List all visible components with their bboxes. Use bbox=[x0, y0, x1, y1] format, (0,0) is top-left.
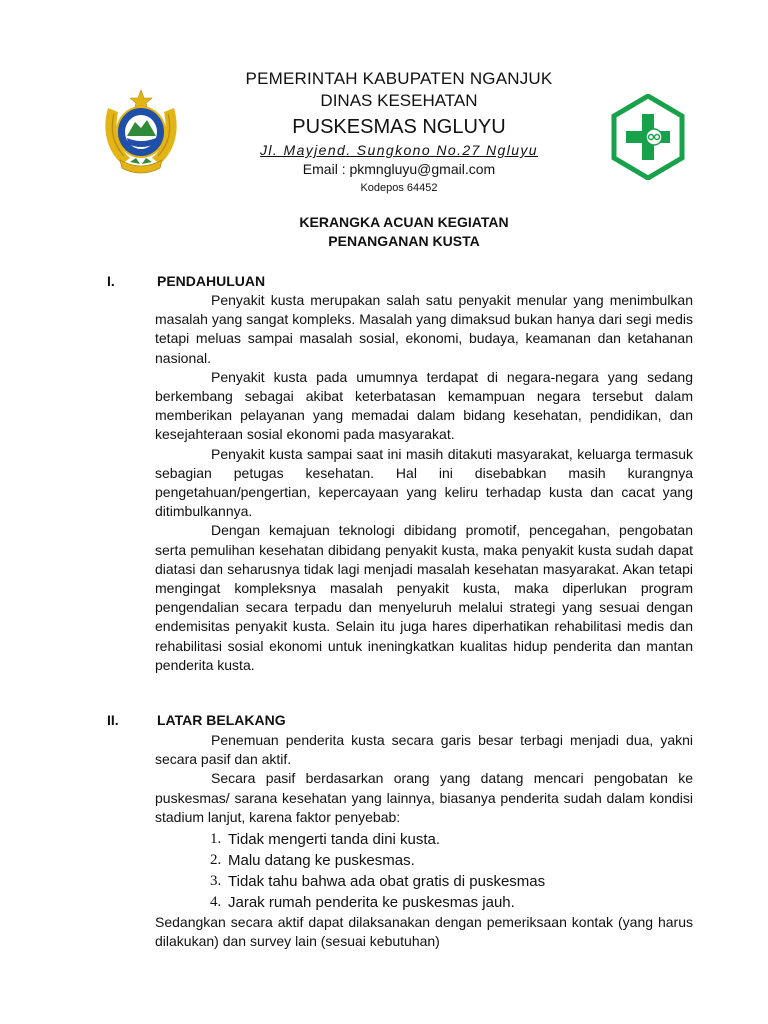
section-2-number: II. bbox=[107, 712, 119, 728]
regency-crest-logo bbox=[100, 88, 182, 174]
government-name: PEMERINTAH KABUPATEN NGANJUK bbox=[245, 69, 553, 88]
institution-name: PUSKESMAS NGLUYU bbox=[292, 116, 506, 138]
agency-name: DINAS KESEHATAN bbox=[320, 91, 478, 110]
list-item: 3. Tidak tahu bahwa ada obat gratis di puskesmas bbox=[210, 873, 546, 891]
list-item: 2. Malu datang ke puskesmas. bbox=[210, 852, 415, 870]
paragraph: Penyakit kusta sampai saat ini masih ditakuti masyarakat, keluarga termasuk sebagian petugas kesehatan. Hal ini disebabkan masih kurangnya pengetahuan/pengertian, kepercayaan yang keliru terhadap kusta dan cacat yang ditimbulkannya. bbox=[155, 445, 693, 520]
document-title-line2: PENANGANAN KUSTA bbox=[328, 233, 480, 249]
paragraph: Penyakit kusta pada umumnya terdapat di negara-negara yang sedang berkembang sebagai akibat keterbatasan kemampuan negara tersebut dalam memberikan pelayanan yang memadai dalam bidang kesehatan, pendidikan, dan kesejahteraan sosial ekonomi pada masyarakat. bbox=[155, 368, 693, 443]
paragraph: Dengan kemajuan teknologi dibidang promotif, pencegahan, pengobatan serta pemulihan kesehatan dibidang penyakit kusta, maka penyakit kusta sudah dapat diatasi dan seharusnya tidak lagi menjadi masalah kesehatan masyarakat. Akan tetapi mengingat kompleksnya masalah penyakit kusta, maka diperlukan program pengendalian secara terpadu dan menyeluruh melalui strategi yang sesuai dengan endemisitas penyakit kusta. Selain itu juga hares diperhatikan rehabilitasi medis dan rehabilitasi sosial ekonomi untuk ineningkatkan kualitas hidup penderita dan mantan penderita kusta. bbox=[155, 522, 693, 673]
paragraph: Secara pasif berdasarkan orang yang datang mencari pengobatan ke puskesmas/ sarana kesehatan yang lainnya, biasanya penderita sudah dalam kondisi stadium lanjut, karena faktor penyebab: bbox=[155, 770, 693, 825]
section-1-number: I. bbox=[107, 273, 115, 289]
postal-code: Kodepos 64452 bbox=[360, 182, 438, 194]
paragraph: Penemuan penderita kusta secara garis besar terbagi menjadi dua, yakni secara pasif dan aktif. bbox=[155, 732, 693, 768]
paragraph: Penyakit kusta merupakan salah satu penyakit menular yang menimbulkan masalah yang sangat kompleks. Masalah yang dimaksud bukan hanya dari segi medis tetapi meluas sampai masalah sosial, ekonomi, budaya, keamanan dan ketahanan nasional. bbox=[155, 292, 693, 366]
section-1-body bbox=[155, 291, 693, 675]
document-title bbox=[154, 213, 654, 251]
letterhead bbox=[200, 68, 598, 196]
closing-paragraph: Sedangkan secara aktif dapat dilaksanakan dengan pemeriksaan kontak (yang harus dilakukan) dan survey lain (sesuai kebutuhan) bbox=[155, 914, 693, 950]
document-title-line1: KERANGKA ACUAN KEGIATAN bbox=[299, 214, 509, 230]
section-2-heading: LATAR BELAKANG bbox=[157, 712, 286, 728]
email-line: Email : pkmngluyu@gmail.com bbox=[302, 161, 496, 177]
section-1-heading: PENDAHULUAN bbox=[157, 273, 266, 289]
puskesmas-cross-logo bbox=[610, 94, 686, 180]
cause-list bbox=[155, 829, 693, 913]
section-2-body bbox=[155, 731, 693, 951]
address-line: Jl. Mayjend. Sungkono No.27 Ngluyu bbox=[260, 142, 538, 158]
list-item: 1. Tidak mengerti tanda dini kusta. bbox=[210, 831, 441, 849]
list-item: 4. Jarak rumah penderita ke puskesmas jauh. bbox=[210, 894, 515, 912]
